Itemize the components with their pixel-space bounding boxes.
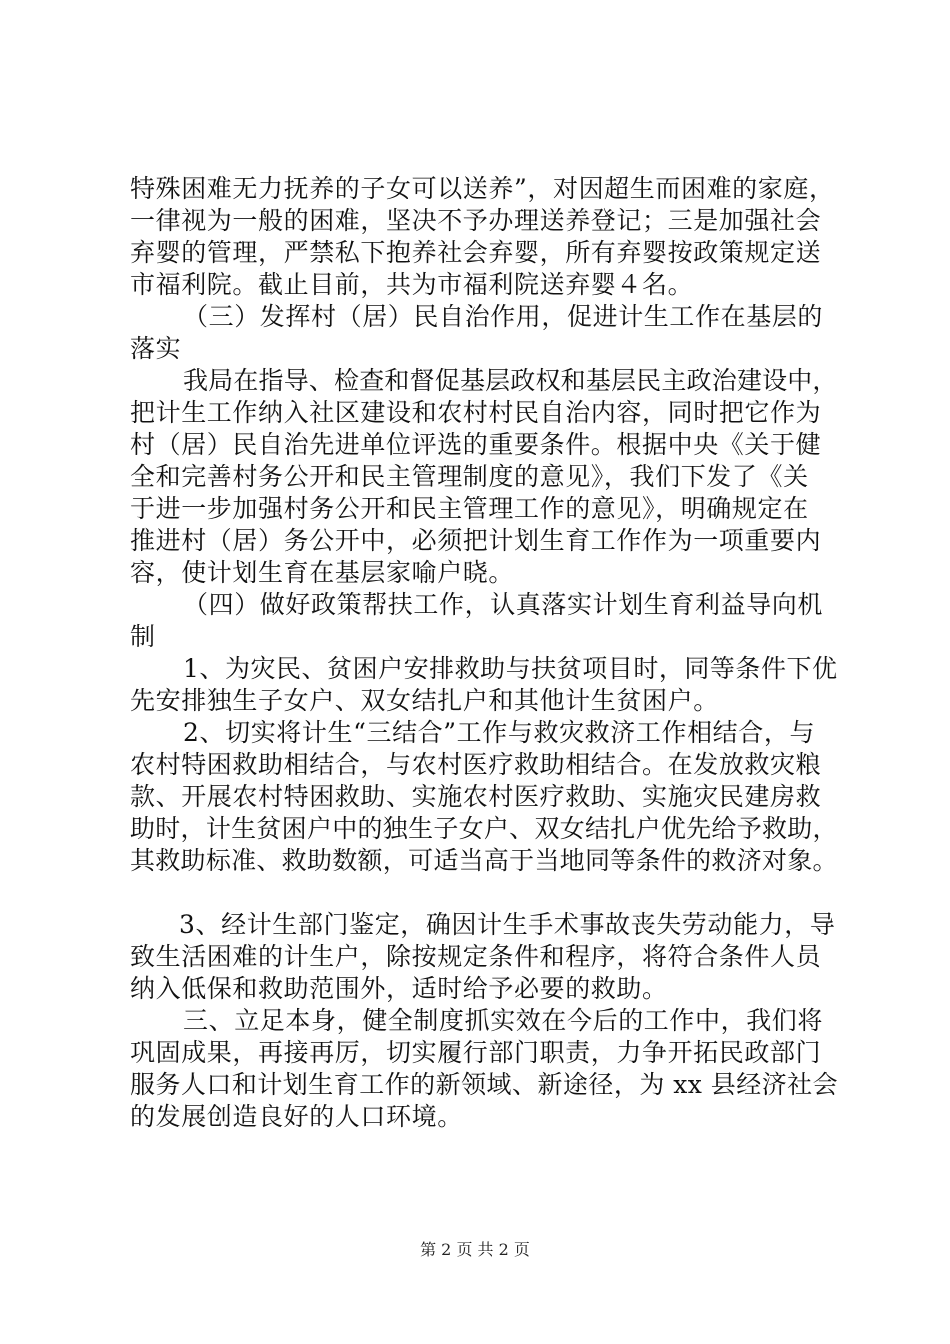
text-line: 其救助标准、救助数额，可适当高于当地同等条件的救济对象。 (130, 846, 838, 875)
text-line: 致生活困难的计生户，除按规定条件和程序，将符合条件人员 (130, 942, 822, 971)
list-item: 1、为灾民、贫困户安排救助与扶贫项目时，同等条件下优 (183, 654, 838, 683)
text-line: 特殊困难无力抚养的子女可以送养”，对因超生而困难的家庭， (130, 174, 835, 203)
text-line: 助时，计生贫困户中的独生子女户、双女结扎户优先给予救助， (130, 814, 838, 843)
section-heading-continued: 制 (130, 622, 156, 651)
text-line: 市福利院。截止目前，共为市福利院送弃婴４名。 (130, 270, 694, 299)
text-line: 弃婴的管理，严禁私下抱养社会弃婴，所有弃婴按政策规定送 (130, 238, 822, 267)
text-line: 全和完善村务公开和民主管理制度的意见》，我们下发了《关 (130, 462, 809, 491)
section-heading: （三）发挥村（居）民自治作用，促进计生工作在基层的 (183, 302, 824, 331)
text-line: 纳入低保和救助范围外，适时给予必要的救助。 (130, 974, 668, 1003)
section-heading: 三、立足本身，健全制度抓实效在今后的工作中，我们将 (183, 1006, 824, 1035)
text-line: 农村特困救助相结合，与农村医疗救助相结合。在发放救灾粮 (130, 750, 822, 779)
text-line: 村（居）民自治先进单位评选的重要条件。根据中央《关于健 (130, 430, 822, 459)
text-line: 巩固成果，再接再厉，切实履行部门职责，力争开拓民政部门 (130, 1038, 822, 1067)
list-item: 3、经计生部门鉴定，确因计生手术事故丧失劳动能力，导 (179, 910, 836, 939)
text-line: 于进一步加强村务公开和民主管理工作的意见》，明确规定在 (130, 494, 809, 523)
text-line: 服务人口和计划生育工作的新领域、新途径，为 xx 县经济社会 (130, 1070, 839, 1099)
text-line: 把计生工作纳入社区建设和农村村民自治内容，同时把它作为 (130, 398, 822, 427)
text-line: 我局在指导、检查和督促基层政权和基层民主政治建设中， (183, 366, 838, 395)
section-heading-continued: 落实 (130, 334, 182, 363)
text-line: 款、开展农村特困救助、实施农村医疗救助、实施灾民建房救 (130, 782, 822, 811)
text-line: 的发展创造良好的人口环境。 (130, 1102, 463, 1131)
text-line: 一律视为一般的困难，坚决不予办理送养登记；三是加强社会 (130, 206, 822, 235)
page-number-footer: 第 2 页 共 2 页 (420, 1240, 530, 1259)
list-item: 2、切实将计生“三结合”工作与救灾救济工作相结合，与 (183, 718, 816, 747)
text-line: 容，使计划生育在基层家喻户晓。 (130, 558, 515, 587)
section-heading: （四）做好政策帮扶工作，认真落实计划生育利益导向机 (183, 590, 824, 619)
text-line: 推进村（居）务公开中，必须把计划生育工作作为一项重要内 (130, 526, 822, 555)
text-line: 先安排独生子女户、双女结扎户和其他计生贫困户。 (130, 686, 719, 715)
